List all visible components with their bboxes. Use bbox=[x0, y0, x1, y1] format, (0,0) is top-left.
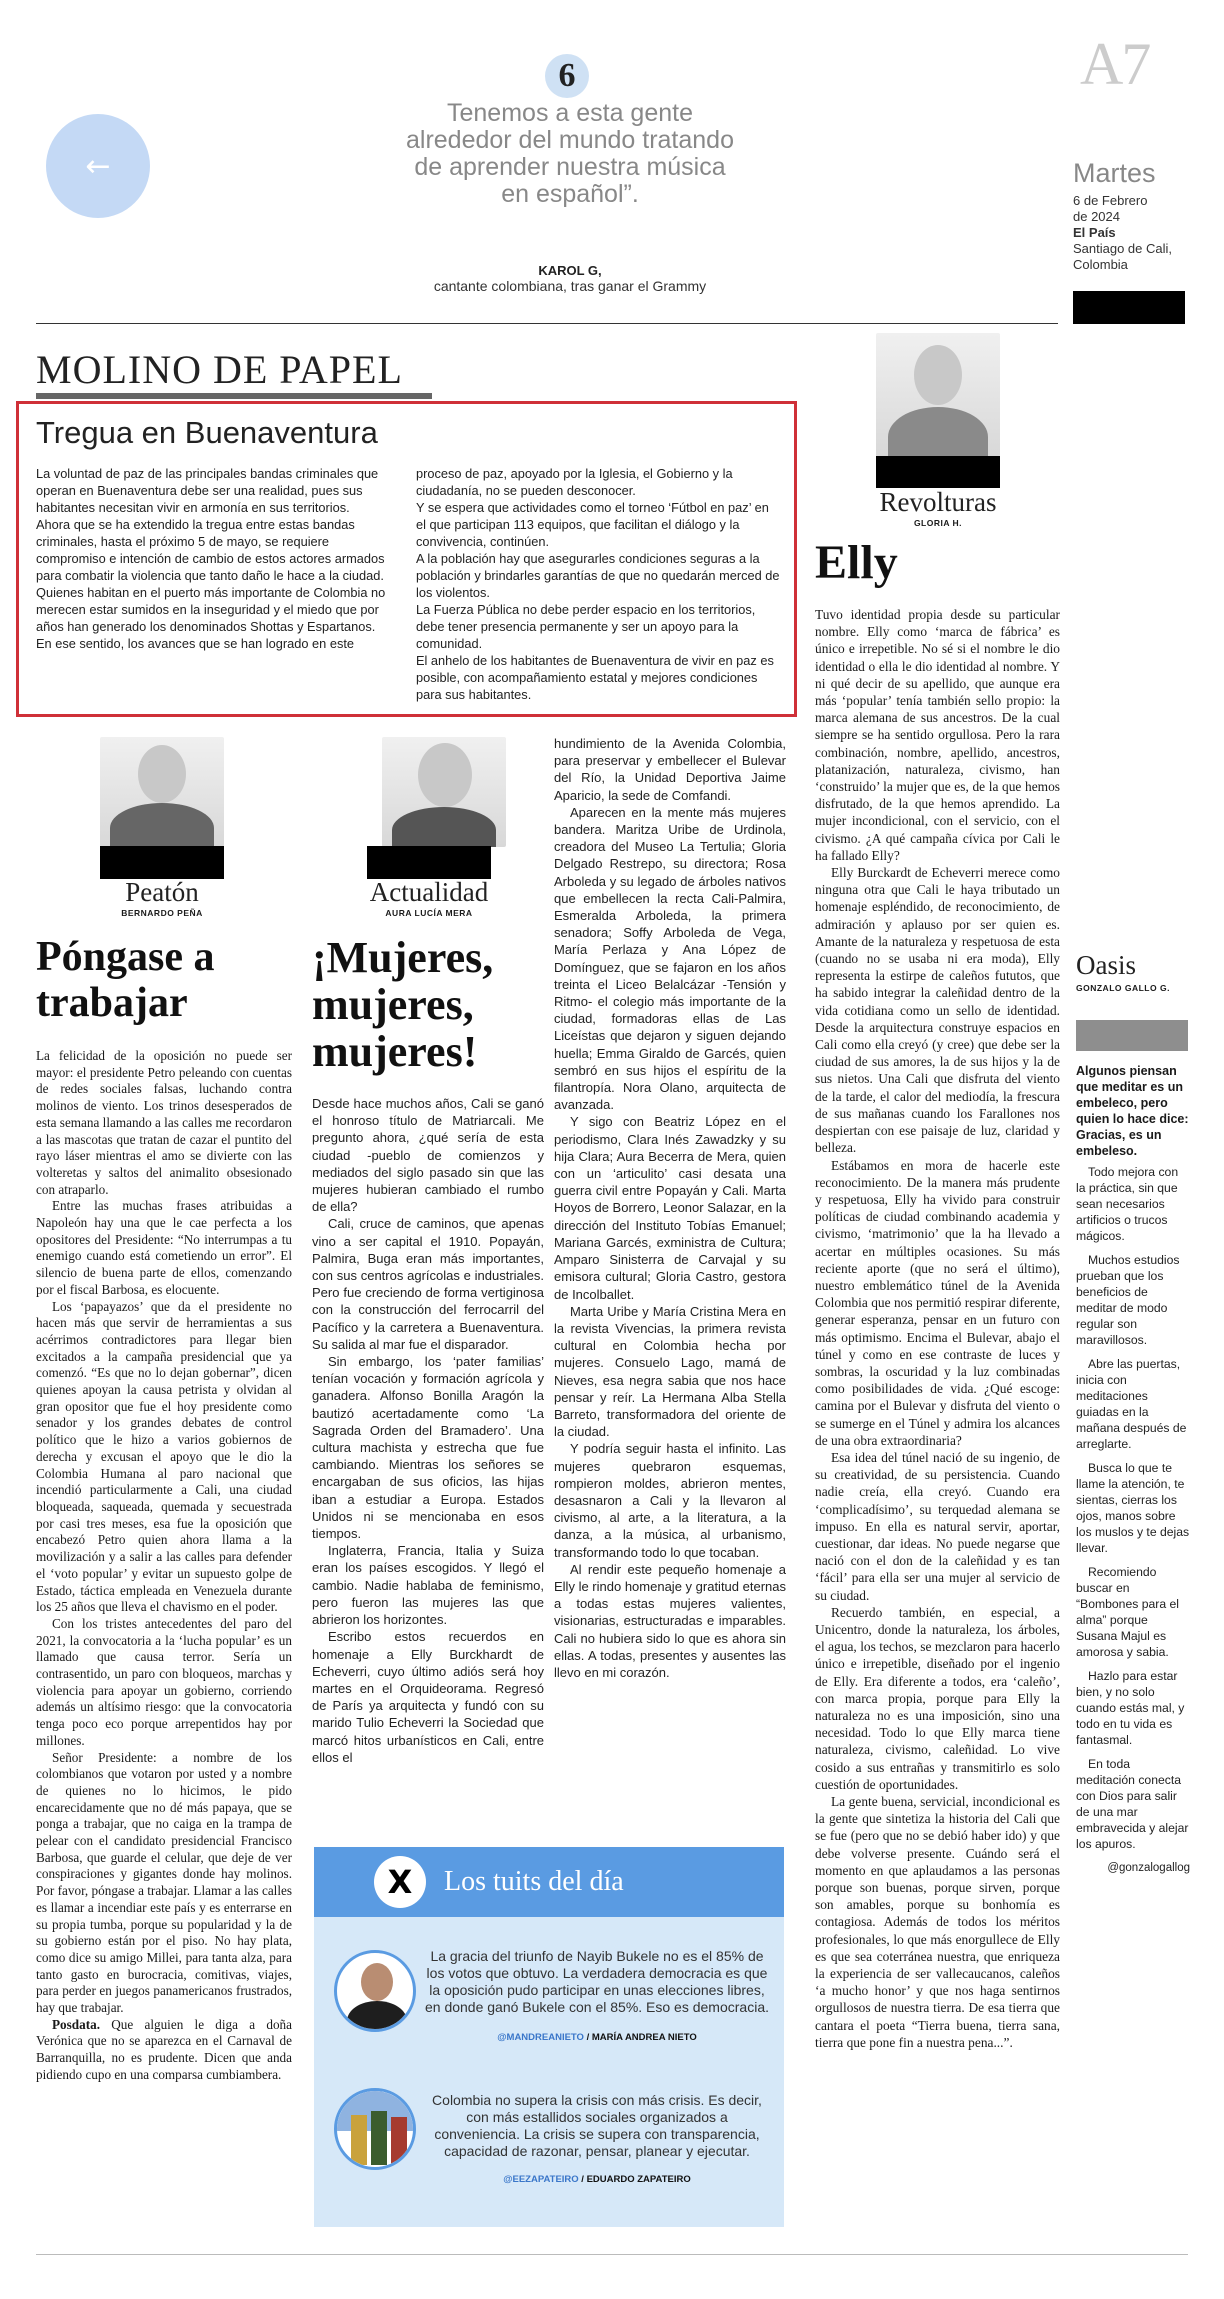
editorial-paragraph: Quienes habitan en el puerto más importante de Colombia no merecen estar sumidos en la inseguridad y el miedo que por años han generado los denominados Shottas y Espartanos. bbox=[36, 585, 386, 634]
oasis-gray-bar bbox=[1076, 1020, 1188, 1051]
editorial-paragraph: El anhelo de los habitantes de Buenaventura de vivir en paz es posible, con acompañamiento estatal y mejores condiciones para sus habitantes. bbox=[416, 653, 774, 702]
column-author: BERNARDO PEÑA bbox=[121, 908, 203, 918]
oasis-lead: Algunos piensan que meditar es un embeleco, pero quien lo hace dice: Gracias, es un embeleso. bbox=[1076, 1064, 1189, 1158]
article-body-peaton bbox=[36, 1048, 292, 2084]
column-name-actualidad: Actualidad bbox=[369, 877, 489, 907]
paragraph: Tuvo identidad propia desde su particular nombre. Elly como ‘marca de fábrica’ es único e irrepetible. No sé si el nombre le dio identidad o ella le dio identidad al nombre. Y ni qué decir de su apellido, que aunque era más ‘popular’ tenía también sello propio: la marca alemana de sus ancestros. De la cual siempre se ha sentido orgullosa. Pero la rara combinación, nombre, apellido, ancestros, platanización, naturaleza, civismo, han ‘construido’ la mujer que es, de la que hemos disfrutado, de la que hemos aprendido. La mujer incondicional, con el servicio, con el civismo. ¿A qué campaña cívica por Cali le ha fallado Elly? bbox=[815, 607, 1060, 863]
x-logo-icon: X bbox=[374, 1856, 426, 1908]
article-body-elly bbox=[815, 606, 1060, 2051]
tweet-avatar-zapateiro bbox=[334, 2088, 416, 2170]
weekday: Martes bbox=[1073, 158, 1156, 188]
paragraph: Elly Burckardt de Echeverri merece como ninguna otra que Cali le haya tributado un homenaje espléndido, de reconocimiento, de admiración y aplauso por ser quien es. Amante de la naturaleza y respetuosa de esta (cuando no se usaba ni era moda), Elly representa la estirpe de caleños fututos, que ha sabido integrar la caleñidad dentro de la vida cotidiana como un sello de identidad. Desde la arquitectura construye espacios en Cali como ella creyó (y cree) que debe ser la ciudad de sus amores, la de sus hijos y la de sus nietos. Una Cali que disfruta del viento de la tarde, el calor del mediodía, la frescura de sus mañanas cuando los Farallones nos despiertan con ese paisaje de luz, claridad y belleza. bbox=[815, 865, 1060, 1156]
article-title-elly: Elly bbox=[815, 536, 898, 589]
tweet-avatar-nieto bbox=[334, 1950, 416, 2032]
tweet-handle: @MANDREANIETO / MARÍA ANDREA NIETO bbox=[497, 2032, 697, 2043]
paragraph: Con los tristes antecedentes del paro del 2021, la convocatoria a la ‘lucha popular’ es un llamado que causa terror. Sería un contrasentido, un paro con bloqueos, marchas y violencia para apoyar un gobierno, corriendo además un altísimo riesgo: que la convocatoria tenga poco eco porque arrepentidos hay por millones. bbox=[36, 1615, 292, 1748]
editorial-column-2 bbox=[416, 465, 782, 703]
editorial-title: Tregua en Buenaventura bbox=[36, 415, 378, 450]
editorial-paragraph: En ese sentido, los avances que se han logrado en este bbox=[36, 636, 355, 651]
paragraph: Entre las muchas frases atribuidas a Napoleón hay una que le cae perfecta a los opositores del Presidente: “No interrumpas a tu enemigo cuando está cometiendo un error”. El silencio de buena parte de ellos, comenzando por el fiscal Barbosa, es elocuente. bbox=[36, 1198, 292, 1297]
column-author: AURA LUCÍA MERA bbox=[385, 908, 473, 918]
column-author: GLORIA H. bbox=[913, 518, 963, 528]
paragraph: Los ‘papayazos’ que da el presidente no hacen más que servir de herramientas a sus acérrimos contradictores para llegar bien excitados a la campaña presidencial que ya comenzó. “Es que no lo dejan gobernar”, dicen quienes apoyan la causa petrista y olvidan al gran opositor que fue el hoy presidente como senador y los grandes debates de control político que le hizo a varios gobiernos de derecha y excusan el apoyo que le dio la Colombia Humana al paro nacional que incendió particularmente a Cali, una ciudad bloqueada, saqueada, quemada y secuestrada por casi tres meses, esa fue la oposición que encabezó Petro quien ahora llama a la movilización y a salir a las calles para defender el ‘voto popular’ y evitar un supuesto golpe de Estado, táctica empleada en Venezuela durante los 25 años que lleva el chavismo en el poder. bbox=[36, 1298, 292, 1615]
photo-redaction-bar bbox=[876, 456, 1000, 488]
paragraph: Aparecen en la mente más mujeres bandera. Maritza Uribe de Urdinola, creadora del Museo La Tertulia; Gloria Delgado Restrepo, su directora; Rosa Arboleda y su legado de árboles nativos que embellecen la recta Cali-Palmira, Esmeralda Arboleda, la primera senadora; Soffy Arboleda de Vega, María Perlaza y Ana López de Domínguez, que se fajaron en los años treinta el Liceo Belalcázar -Tensión y Ritmo- el colegio más importante de la ciudad, formadoras ellas de Las Liceístas que dejaron y siguen dejando huella; Emma Giraldo de Garcés, quien sembró en sus hijos el espíritu de la filantropía. Nora Olano, arquitecta de avanzada. bbox=[554, 804, 786, 1113]
paragraph: Inglaterra, Francia, Italia y Suiza eran los países escogidos. Y llegó el cambio. Nadie hablaba de feminismo, pero fueron las mujeres las que abrieron los horizontes. bbox=[312, 1543, 544, 1628]
paragraph: Recomiendo buscar en “Bombones para el alma” porque Susana Majul es amorosa y sabia. bbox=[1076, 1565, 1179, 1659]
oasis-handle: @gonzalogallog bbox=[1107, 1862, 1190, 1874]
back-button[interactable] bbox=[46, 114, 150, 218]
editorial-paragraph: Y se espera que actividades como el torneo ‘Fútbol en paz’ en el que participan 113 equipos, que facilitan el diálogo y la convivencia, continúen. bbox=[416, 500, 769, 549]
paragraph: Y podría seguir hasta el infinito. Las mujeres quebraron esquemas, rompieron moldes, abrieron mentes, desasnaron a Cali y la llevaron al civismo, al arte, a la literatura, a la danza, a la música, al urbanismo, transformando todo lo que tocaban. bbox=[554, 1441, 786, 1560]
postdata-label: Posdata. bbox=[52, 2016, 100, 2032]
column-name-revolturas: Revolturas bbox=[879, 487, 997, 517]
editorial-paragraph: La voluntad de paz de las principales bandas criminales que operan en Buenaventura debe ser una realidad, pues sus habitantes necesitan vivir en armonía en sus territorios. bbox=[36, 466, 379, 515]
header-divider bbox=[36, 323, 1058, 324]
column-author: GONZALO GALLO G. bbox=[1076, 983, 1170, 993]
editorial-paragraph: A la población hay que asegurarles condiciones seguras a la población y brindarles garantías de que no quedarán merced de los violentos. bbox=[416, 551, 780, 600]
section-title: MOLINO DE PAPEL bbox=[36, 347, 403, 392]
photo-redaction-bar bbox=[367, 846, 491, 879]
date-info bbox=[1073, 193, 1203, 273]
column-name-oasis: Oasis bbox=[1076, 950, 1136, 980]
tweets-title: Los tuits del día bbox=[444, 1866, 624, 1897]
editorial-column-1 bbox=[36, 465, 402, 652]
tweet-text: La gracia del triunfo de Nayib Bukele no es el 85% de los votos que obtuvo. La verdadera democracia es que la oposición pudo participar en unas elecciones libres, en donde ganó Bukele con el 85%. Eso es democracia. bbox=[424, 1948, 769, 2015]
article-title-actualidad: ¡Mujeres, mujeres, mujeres! bbox=[312, 933, 494, 1076]
paragraph: Hazlo para estar bien, y no solo cuando estás mal, y todo en tu vida es fantasmal. bbox=[1076, 1669, 1185, 1747]
paragraph: Escribo estos recuerdos en homenaje a Elly Burckhardt de Echeverri, cuyo último adiós será hoy martes en el Orquideorama. Regresó de París ya arquitecta y fundó con su marido Tulio Echeverri la Sociedad que marcó hitos urbanísticos en Cali, entre ellos el bbox=[312, 1629, 544, 1765]
paragraph: Cali, cruce de caminos, que apenas vino a ser capital el 1910. Popayán, Palmira, Buga eran más importantes, con sus centros agrícolas e industriales. Pero fue creciendo de forma vertiginosa con la construcción del ferrocarril del Pacífico y la carretera a Buenaventura. Su salida al mar fue el disparador. bbox=[312, 1216, 544, 1352]
paragraph: Busca lo que te llame la atención, te sientas, cierras los ojos, manos sobre los muslos y te dejas llevar. bbox=[1076, 1461, 1190, 1555]
country: Colombia bbox=[1073, 257, 1128, 272]
editorial-paragraph: La Fuerza Pública no debe perder espacio en los territorios, debe tener presencia permanente y ser un apoyo para la comunidad. bbox=[416, 602, 756, 651]
paragraph: En toda meditación conecta con Dios para salir de una mar embravecida y alejar los apuros. bbox=[1076, 1757, 1189, 1851]
postdata-text: Que alguien le diga a doña Verónica que no se aparezca en el Carnaval de Barranquilla, no es prudente. Dicen que anda pidiendo cupo en una comparsa cumbiambera. bbox=[36, 2016, 292, 2082]
article-title-peaton: Póngase a trabajar bbox=[36, 934, 215, 1026]
newspaper-name: El País bbox=[1073, 225, 1116, 240]
paragraph: Todo mejora con la práctica, sin que sean necesarios artificios o trucos mágicos. bbox=[1076, 1165, 1179, 1243]
author-photo-gloria bbox=[876, 333, 1000, 457]
paragraph: La gente buena, servicial, incondicional es la gente que sintetiza la historia del Cali que se fue (pero que no se debió haber ido) y que debe volverse presente. Cuándo será el momento en que aplaudamos a las personas porque son buenas, porque sirven, porque son amables, porque su bonhomía es contagiosa. Además de todos los méritos profesionales, lo que más enorgullece de Elly es que sea coterránea nuestra, que enriqueza la experiencia de ser vallecaucanos, caleños ‘a mucho honor’ y que nos haga sentirnos orgullosos de nuestra tierra. De esa tierra que cantara el poeta “Tierra buena, tierra sana, tierra que pone fin a nuestra pena...”. bbox=[815, 1794, 1060, 2050]
paragraph: Recuerdo también, en especial, a Unicentro, donde la naturaleza, los árboles, el agua, los techos, se mezclaron para hacerlo único e irrepetible, diseñado por el ingenio de Elly. Era diferente a todos, era ‘caleño’, con marca propia, porque para Elly la naturaleza no es una imposición, sino una necesidad. Todo lo que Elly marca tiene naturaleza, civismo, caleñidad. Lo vive cosido a sus entrañas y transmitirlo es solo cuestión de oportunidades. bbox=[815, 1604, 1060, 1792]
quote-mark-badge: 6 bbox=[545, 54, 589, 98]
tweet-handle: @EEZAPATEIRO / EDUARDO ZAPATEIRO bbox=[503, 2174, 691, 2185]
footer-divider bbox=[36, 2254, 1188, 2255]
date-line: 6 de Febrero bbox=[1073, 193, 1148, 208]
column-name-peaton: Peatón bbox=[125, 877, 199, 907]
paragraph: Al rendir este pequeño homenaje a Elly le rindo homenaje y gratitud eternas a todas estas mujeres valientes, visionarias, estructuradas e imparables. Cali no hubiera sido lo que es ahora sin ellas. A todas, presentes y ausentes las llevo en mi corazón. bbox=[554, 1561, 786, 1680]
photo-redaction-bar bbox=[100, 846, 224, 879]
author-photo-bernardo bbox=[100, 737, 224, 847]
paragraph: Muchos estudios prueban que los beneficios de meditar de modo regular son maravillosos. bbox=[1076, 1253, 1180, 1347]
city: Santiago de Cali, bbox=[1073, 241, 1173, 256]
quote-author-description: cantante colombiana, tras ganar el Grammy bbox=[433, 278, 707, 294]
left-arrow-icon: ← bbox=[85, 148, 111, 184]
author-photo-aura bbox=[382, 737, 506, 847]
postdata bbox=[36, 2017, 292, 2084]
date-year: de 2024 bbox=[1073, 209, 1120, 224]
paragraph: Esa idea del túnel nació de su ingenio, de su creatividad, de su persistencia. Cuando nadie creía, ella creyó. Cuando era ‘complicadísimo’, su terquedad alemana se impuso. En ella es natural servir, aportar, cuestionar, dar ideas. No puede negarse que nació con el don de la caleñidad y es tan ‘fácil’ para ella ser una mujer al servicio de su ciudad. bbox=[815, 1449, 1060, 1603]
tweet-text: Colombia no supera la crisis con más crisis. Es decir, con más estallidos sociales organizados a conveniencia. La crisis se supera con transparencia, capacidad de razonar, pensar, planear y ejecutar. bbox=[432, 2092, 762, 2159]
article-body-actualidad-a bbox=[312, 1095, 544, 1766]
paragraph: Abre las puertas, inicia con meditaciones guiadas en la mañana después de arreglarte. bbox=[1076, 1357, 1187, 1451]
editorial-paragraph: Ahora que se ha extendido la tregua entre estas bandas criminales, hasta el próximo 5 de mayo, se requiere compromiso e intención de cambio de estos actores armados para combatir la violencia que tanto daño le hace a la ciudad. bbox=[36, 517, 385, 583]
paragraph: Señor Presidente: a nombre de los colombianos que votaron por usted y a nombre de quienes no lo hicimos, le pido encarecidamente que no dé más papaya, que se ponga a trabajar, que no caiga en la trampa de pelear con el candidato presidencial Francisco Barbosa, que guarde el celular, que deje de ver conspiraciones y gigantes donde hay molinos. Por favor, póngase a trabajar. Llamar a las calles es llamar a incendiar este país y es enterrarse en su propia tumba, porque su popularidad y la de su gobierno están por el piso. No hay plata, como dice su amigo Millei, para tanta alza, para tanto gasto en burocracia, comitivas, viajes, para perder en juegos panamericanos frustrados, hay que trabajar. bbox=[36, 1749, 292, 2016]
article-body-actualidad-b bbox=[554, 735, 786, 1681]
redaction-bar bbox=[1073, 291, 1185, 324]
paragraph: Desde hace muchos años, Cali se ganó el honroso título de Matriarcali. Me pregunto ahora, ¿qué sería de esta ciudad -pueblo de comienzos y mediados del siglo pasado sin que las mujeres hubieran cambiado el rumbo de ella? bbox=[312, 1096, 544, 1215]
paragraph: Estábamos en mora de hacerle este reconocimiento. De la manera más prudente y respetuosa, Elly ha vivido para construir políticas de ciudad combinando academia y civismo, ‘matrimonio’ que la ha llevado a acertar en múltiples ocasiones. Su más reciente aporte (que no será el último), nuestro emblemático túnel de la Avenida Colombia que nos permitió respirar diferente, generar esperanza, pensar en un futuro con más optimismo. Encima el Bulevar, abajo el túnel y como en ese contraste de luces y sombras, la oscuridad y la luz combinadas como posibilidades de vida. ¿Qué escoge: camina por el Bulevar y disfruta del viento o se sumerge en el Túnel y admira los alcances de una obra extraordinaria? bbox=[815, 1157, 1060, 1448]
section-title-underline bbox=[36, 393, 432, 399]
paragraph: Marta Uribe y María Cristina Mera en la revista Vivencias, la primera revista cultural en Colombia hecha por mujeres. Consuelo Lago, mamá de Nieves, esa negra sabia que nos hace pensar y reír. La Hermana Alba Stella Barreto, transformadora del oriente de la ciudad. bbox=[554, 1303, 786, 1440]
page-number: A7 bbox=[1080, 31, 1150, 97]
paragraph: Y sigo con Beatriz López en el periodismo, Clara Inés Zawadzky y su hija Clara; Aura Becerra de Mera, quien con un ‘articulito’ casi desata una guerra civil entre Popayán y Cali. Marta Hoyos de Borrero, Leonor Salazar, en la dirección del Instituto Tobías Emanuel; Mariana Garcés, exministra de Cultura; Amparo Sinisterra de Carvajal y su emisora cultural; Gloria Castro, gestora de Incolballet. bbox=[554, 1114, 786, 1302]
paragraph: La felicidad de la oposición no puede ser mayor: el presidente Petro peleando con cuentas de redes sociales falsas, luchando contra molinos de viento. Los trinos desesperados de esta semana llamando a las calles me recordaron a las mascotas que tratan de cazar el puntito del rayo láser mientras el amo se divierte con las volteretas y saltos del animalito obsesionado con atraparlo. bbox=[36, 1048, 292, 1197]
editorial-paragraph: proceso de paz, apoyado por la Iglesia, el Gobierno y la ciudadanía, no se pueden desconocer. bbox=[416, 466, 733, 498]
paragraph: Sin embargo, los ‘pater familias’ tenían vocación y formación agrícola y ganadera. Alfonso Bonilla Aragón la bautizó acertadamente como ‘La Sagrada Orden del Bramadero’. Una cultura machista y estrecha que fue cambiando. Mientras los señores se encargaban de sus oficios, las hijas iban a estudiar a Europa. Estados Unidos ni se mencionaba en esos tiempos. bbox=[312, 1354, 544, 1542]
quote-text: Tenemos a esta gente alrededor del mundo tratando de aprender nuestra música en español”. bbox=[405, 99, 734, 208]
quote-author: KAROL G, bbox=[538, 263, 602, 278]
paragraph: hundimiento de la Avenida Colombia, para preservar y embellecer el Bulevar del Río, la Unidad Deportiva Jaime Aparicio, la sede de Comfandi. bbox=[554, 736, 786, 803]
oasis-body bbox=[1076, 1164, 1190, 1884]
